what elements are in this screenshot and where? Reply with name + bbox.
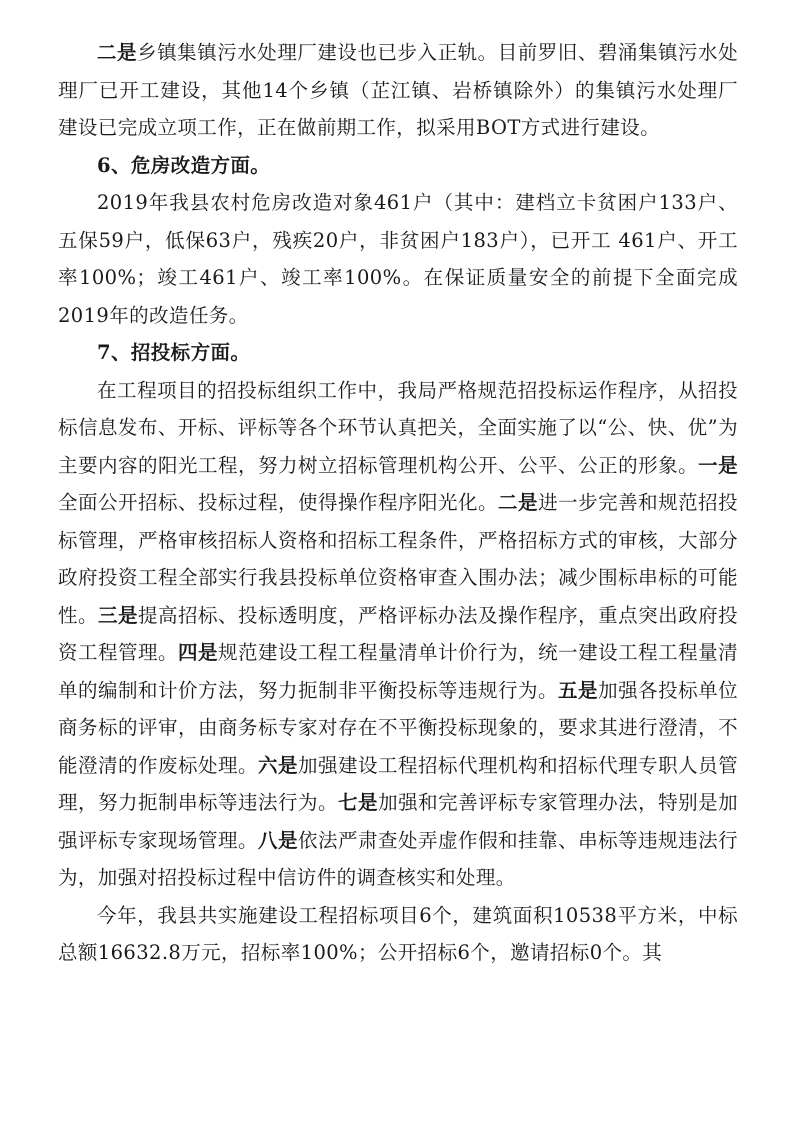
emphasis-label: 二是	[498, 491, 539, 514]
emphasis-label: 四是	[178, 641, 219, 664]
paragraph-text: 进一步完善和规范招投标管理，严格审核招标人资格和招标工程条件，严格招标方式的审核，大部分政府投资工程全部实行我县投标单位资格审查入围办法；减少围标串标的可能性。	[58, 491, 738, 627]
paragraph-text: 规范建设工程工程量清单计价行为，统一建设工程工程量清单的编制和计价方法，努力扼制非平衡投标等违规行为。	[58, 641, 738, 702]
emphasis-label: 七是	[338, 791, 379, 814]
emphasis-label: 五是	[558, 678, 599, 702]
paragraph-text: 提高招标、投标透明度，严格评标办法及操作程序，重点突出政府投资工程管理。	[58, 603, 738, 664]
paragraph-text: 乡镇集镇污水处理厂建设也已步入正轨。目前罗旧、碧涌集镇污水处理厂已开工建设，其他14个乡镇（芷江镇、岩桥镇除外）的集镇污水处理厂建设已完成立项工作，正在做前期工作，拟采用BOT方式进行建设。	[58, 41, 738, 139]
paragraph-text: 依法严肃查处弄虚作假和挂靠、串标等违规违法行为，加强对招投标过程中信访件的调查核实和处理。	[58, 828, 738, 889]
paragraph-text: 加强建设工程招标代理机构和招标代理专职人员管理，努力扼制串标等违法行为。	[58, 753, 738, 814]
document-page	[58, 34, 738, 972]
paragraph-sewage	[58, 34, 738, 147]
paragraph-text: 全面公开招标、投标过程，使得操作程序阳光化。	[58, 491, 499, 514]
paragraph-bidding-stats: 今年，我县共实施建设工程招标项目6个，建筑面积10538平方米，中标总额16632.8万元，招标率100%；公开招标6个，邀请招标0个。其	[58, 903, 738, 964]
emphasis-label: 六是	[258, 753, 299, 777]
section-heading-bidding: 7、招投标方面。	[97, 341, 251, 364]
paragraph-housing: 2019年我县农村危房改造对象461户（其中：建档立卡贫困户133户、五保59户，低保63户，残疾20户，非贫困户183户），已开工 461户、开工率100%；竣工461户、竣工率100%。在保证质量安全的前提下全面完成2019年的改造任务。	[58, 191, 738, 327]
paragraph-text: 在工程项目的招投标组织工作中，我局严格规范招投标运作程序，从招投标信息发布、开标、评标等各个环节认真把关，全面实施了以“公、快、优”为主要内容的阳光工程，努力树立招标管理机构公开、公平、公正的形象。	[58, 378, 738, 477]
paragraph-text: 加强和完善评标专家管理办法，特别是加强评标专家现场管理。	[58, 791, 739, 852]
section-heading-housing: 6、危房改造方面。	[97, 153, 271, 177]
emphasis-label: 八是	[258, 828, 299, 852]
paragraph-bidding	[58, 372, 738, 897]
emphasis-label: 二是	[97, 41, 138, 64]
paragraph-text: 加强各投标单位商务标的评审，由商务标专家对存在不平衡投标现象的，要求其进行澄清，不能澄清的作废标处理。	[58, 678, 738, 777]
emphasis-label: 三是	[98, 603, 139, 627]
emphasis-label: 一是	[698, 453, 738, 477]
